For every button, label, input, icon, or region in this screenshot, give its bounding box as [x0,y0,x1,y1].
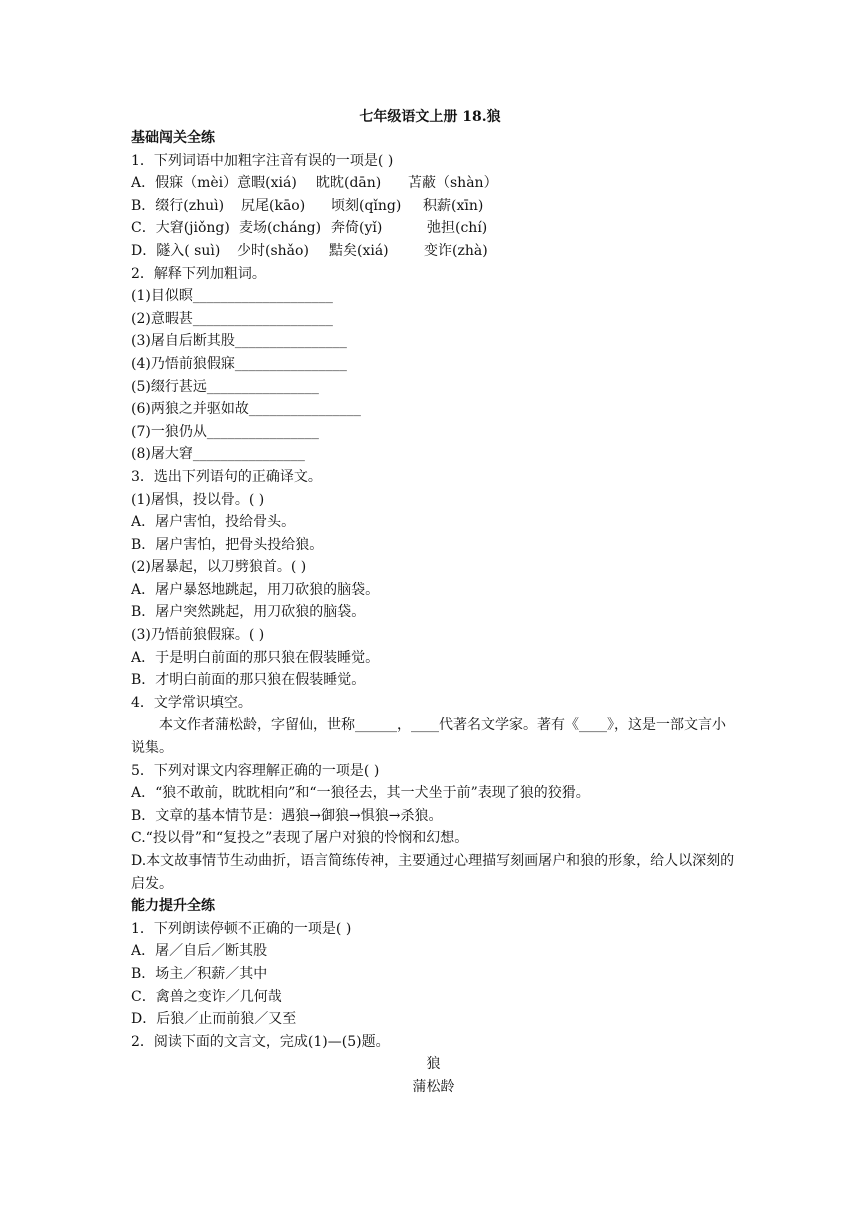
q2-item: (8)屠大窘________________ [131,446,305,463]
q1-option-b: B．缀行(zhuì) 尻尾(kāo) 顷刻(qǐng) 积薪(xīn) [131,197,484,214]
p1-option-a: A．屠／自后／断其股 [131,943,268,960]
q2-stem: 2．解释下列加粗词。 [131,265,266,282]
q4-paragraph: 本文作者蒲松龄，字留仙，世称______，____代著名文学家。著有《____》，这是一部文言小说集。 [131,717,726,757]
q5-option-a: A．“狼不敢前，眈眈相向”和“一狼径去，其一犬坐于前”表现了狼的狡猾。 [131,785,590,802]
q3-line: (1)屠惧，投以骨。( ) [131,491,265,508]
p2-stem: 2．阅读下面的文言文，完成(1)—(5)题。 [131,1033,390,1050]
q1-option-a: A．假寐（mèi）意暇(xiá) 眈眈(dān) 苫蔽（shàn） [131,175,498,192]
p1-option-c: C．禽兽之变诈／几何哉 [131,988,282,1005]
q3-line: B．屠户害怕，把骨头投给狼。 [131,536,324,553]
q4-stem: 4．文学常识填空。 [131,694,252,711]
q1-stem: 1．下列词语中加粗字注音有误的一项是( ) [131,152,394,169]
q3-stem: 3．选出下列语句的正确译文。 [131,468,322,485]
section-heading-advanced: 能力提升全练 [131,898,215,915]
p1-stem: 1．下列朗读停顿不正确的一项是( ) [131,920,352,937]
q1-option-d: D．隧入( suì) 少时(shǎo) 黠矣(xiá) 变诈(zhà) [131,242,488,259]
p1-option-b: B．场主／积薪／其中 [131,965,268,982]
q3-line: A．于是明白前面的那只狼在假装睡觉。 [131,649,380,666]
q5-option-c: C.“投以骨”和“复投之”表现了屠户对狼的怜悯和幻想。 [131,830,469,847]
q3-line: A．屠户暴怒地跳起，用刀砍狼的脑袋。 [131,581,380,598]
q1-option-c: C．大窘(jiǒng) 麦场(cháng) 奔倚(yǐ) 弛担(chí) [131,220,488,237]
page-title: 七年级语文上册 18.狼 [359,109,501,125]
q3-line: B．才明白前面的那只狼在假装睡觉。 [131,672,366,689]
section-heading-basic: 基础闯关全练 [131,130,215,146]
passage-author: 蒲松龄 [412,1078,455,1095]
q5-option-b: B．文章的基本情节是：遇狼→御狼→惧狼→杀狼。 [131,807,443,824]
document-body [131,127,736,1099]
p1-option-d: D．后狼／止而前狼／又至 [131,1011,297,1028]
q5-option-d: D.本文故事情节生动曲折，语言简练传神，主要通过心理描写刻画屠户和狼的形象，给人以深刻的启发。 [131,853,735,892]
q3-line: (3)乃悟前狼假寐。( ) [131,627,265,644]
q2-item: (1)目似瞑____________________ [131,288,333,305]
passage-title: 狼 [426,1056,441,1073]
q5-stem: 5．下列对课文内容理解正确的一项是( ) [131,762,380,779]
q2-item: (4)乃悟前狼假寐________________ [131,355,347,372]
q2-item: (3)屠自后断其股________________ [131,333,347,350]
q2-item: (6)两狼之并驱如故________________ [131,401,361,418]
q2-item: (5)缀行甚远________________ [131,378,319,395]
q3-line: B．屠户突然跳起，用刀砍狼的脑袋。 [131,604,366,621]
q2-item: (2)意暇甚____________________ [131,310,333,327]
q2-item: (7)一狼仍从________________ [131,423,319,440]
q3-line: (2)屠暴起，以刀劈狼首。( ) [131,559,307,576]
q3-line: A．屠户害怕，投给骨头。 [131,514,296,531]
